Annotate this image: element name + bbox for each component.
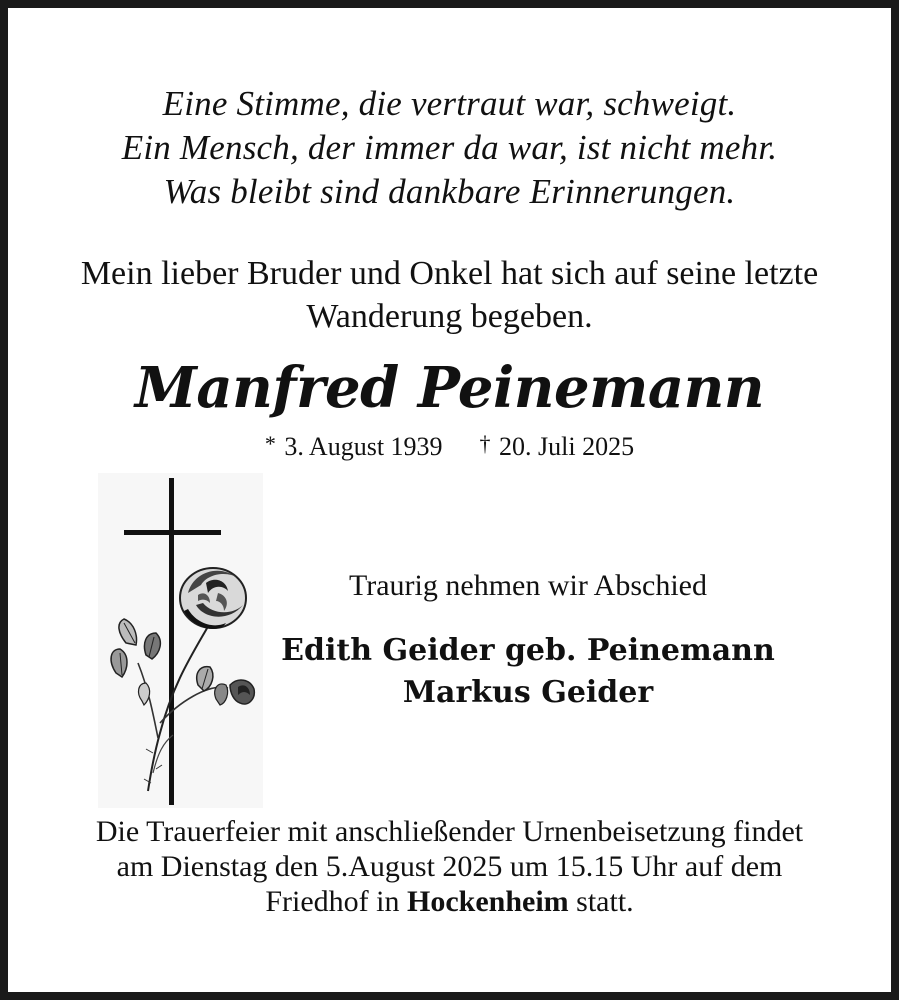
poem-line: Eine Stimme, die vertraut war, schweigt. [162, 84, 737, 123]
intro-line: Wanderung begeben. [306, 298, 593, 335]
service-place: Hockenheim [406, 885, 569, 918]
birth-symbol: * [264, 431, 276, 456]
death-date: 20. Juli 2025 [499, 432, 635, 461]
service-line [8, 884, 891, 919]
cross-with-rose-icon [98, 473, 263, 808]
poem-line: Ein Mensch, der immer da war, ist nicht mehr. [121, 128, 778, 167]
deceased-name: Manfred Peinemann [134, 355, 765, 421]
farewell-line: Traurig nehmen wir Abschied [348, 569, 707, 602]
mourner-name: Edith Geider geb. Peinemann [281, 633, 775, 668]
death-symbol: † [479, 431, 491, 456]
birth-date: 3. August 1939 [284, 432, 443, 461]
service-line: Die Trauerfeier mit anschließender Urnenbeisetzung findet [95, 815, 804, 848]
intro-line: Mein lieber Bruder und Onkel hat sich auf seine letzte [80, 255, 819, 292]
poem-line: Was bleibt sind dankbare Erinnerungen. [163, 172, 736, 211]
funeral-service-info [8, 814, 891, 919]
mourner-names [258, 630, 798, 714]
service-text: statt. [568, 885, 634, 918]
service-line: am Dienstag den 5.August 2025 um 15.15 Uhr auf dem [116, 850, 783, 883]
life-dates [8, 428, 891, 463]
mourner-name: Markus Geider [402, 675, 654, 710]
service-text: Friedhof in [265, 885, 407, 918]
poem [8, 82, 891, 214]
intro-text [8, 252, 891, 338]
